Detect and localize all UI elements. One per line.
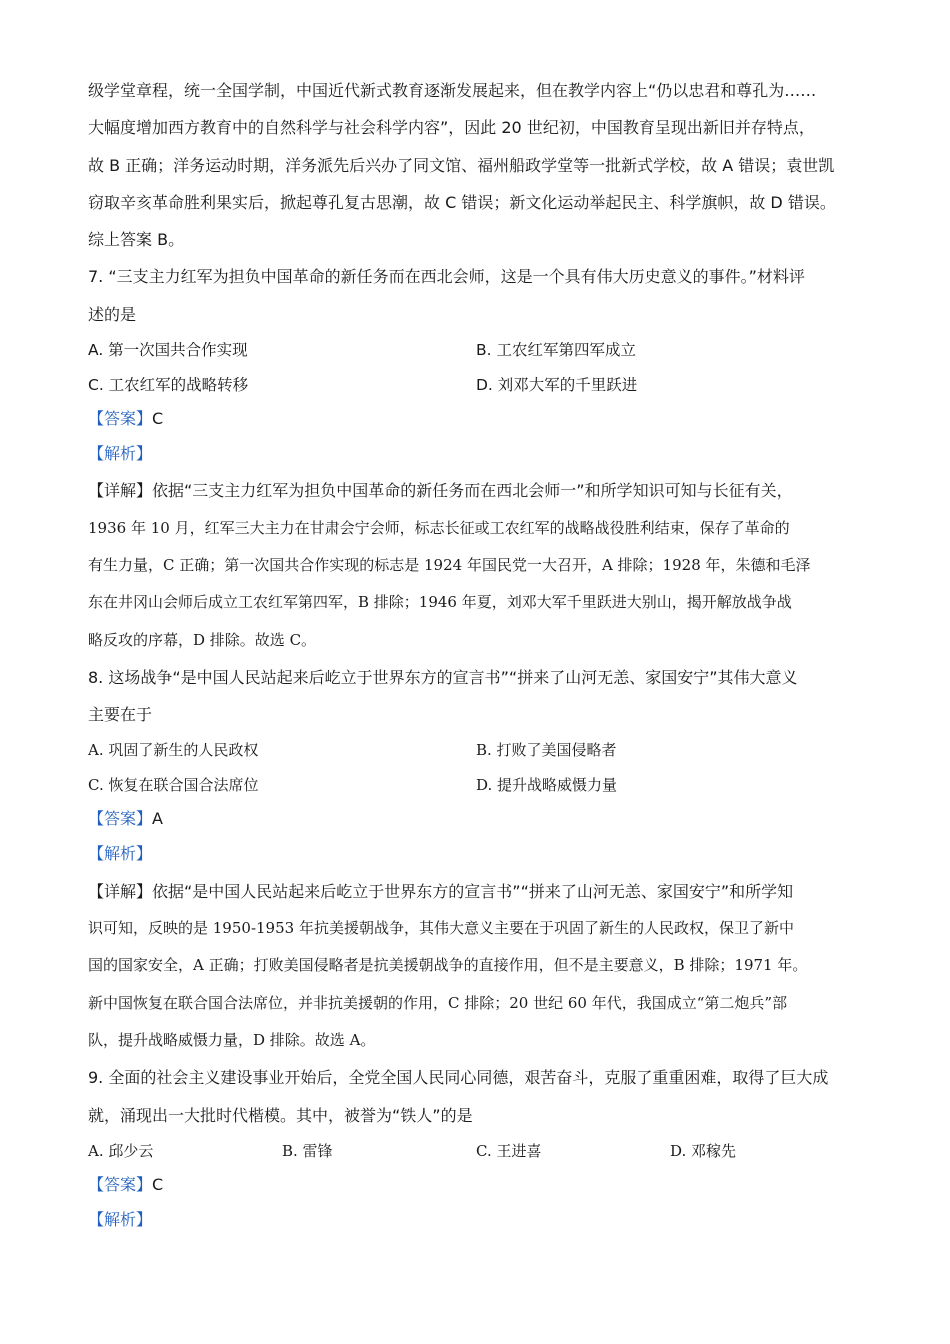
q9-analysis (88, 1201, 870, 1238)
q8-answer (88, 803, 870, 835)
q9-option-a: A. 邱少云 (88, 1141, 154, 1160)
q7-detail-line-2: 1936 年 10 月，红军三大主力在甘肃会宁会师，标志长征或工农红军的战略战役胜利结束，保存了革命的 (88, 518, 790, 537)
q8-detail-line-4: 新中国恢复在联合国合法席位，并非抗美援朝的作用，C 排除；20 世纪 60 年代，我国成立“第二炮兵”部 (88, 993, 788, 1012)
q6-tail-line-5: 综上答案 B。 (88, 230, 185, 250)
q8-detail-line-3: 国的国家安全，A 正确；打败美国侵略者是抗美援朝战争的直接作用，但不是主要意义，B 排除；1971 年。 (88, 956, 808, 975)
content (88, 72, 870, 1238)
q7-options-row-1 (88, 333, 870, 368)
q9-options-row (88, 1134, 870, 1169)
q6-tail-line-3: 故 B 正确；洋务运动时期，洋务派先后兴办了同文馆、福州船政学堂等一批新式学校，故 A 错误；袁世凯 (88, 155, 835, 175)
q6-tail-line-1: 级学堂章程，统一全国学制，中国近代新式教育逐渐发展起来，但在教学内容上“仍以忠君和尊孔为…… (88, 81, 817, 100)
q8-detail-line-1 (88, 873, 870, 910)
q8-detail-first: 依据“是中国人民站起来后屹立于世界东方的宣言书”“拼来了山河无恙、家国安宁”和所学知 (152, 881, 794, 901)
q8-options-row-2 (88, 768, 870, 803)
q6-tail-line-4: 窃取辛亥革命胜利果实后，掀起尊孔复古思潮，故 C 错误；新文化运动举起民主、科学旗帜，故 D 错误。 (88, 192, 836, 212)
answer-tag: 【答案】 (88, 409, 153, 429)
detail-tag: 【详解】 (88, 481, 153, 501)
q7-answer-value: C (152, 409, 164, 429)
q9-answer-value: C (152, 1174, 164, 1194)
q9-option-c: C. 王进喜 (476, 1141, 542, 1160)
analysis-tag: 【解析】 (88, 444, 153, 464)
q8-detail-line-2: 识可知，反映的是 1950-1953 年抗美援朝战争，其伟大意义主要在于巩固了新生的人民政权，保卫了新中 (88, 919, 794, 938)
q7-analysis (88, 435, 870, 472)
q9-answer (88, 1169, 870, 1201)
analysis-tag: 【解析】 (88, 1209, 153, 1229)
q8-detail-line-5: 队，提升战略威慑力量，D 排除。故选 A。 (88, 1030, 376, 1049)
q7-detail-first: 依据“三支主力红军为担负中国革命的新任务而在西北会师一”和所学知识可知与长征有关， (152, 481, 793, 501)
q8-option-c: C. 恢复在联合国合法席位 (88, 776, 259, 795)
q8-stem-line-1: 8. 这场战争“是中国人民站起来后屹立于世界东方的宣言书”“拼来了山河无恙、家国安宁”其伟大意义 (88, 667, 798, 687)
q9-option-b: B. 雷锋 (282, 1141, 333, 1160)
q6-tail-line-2: 大幅度增加西方教育中的自然科学与社会科学内容”，因此 20 世纪初，中国教育呈现出新旧并存特点， (88, 118, 815, 138)
answer-tag: 【答案】 (88, 1174, 153, 1194)
q8-option-a: A. 巩固了新生的人民政权 (88, 741, 259, 760)
q7-option-d: D. 刘邓大军的千里跃进 (476, 376, 638, 395)
q7-option-a: A. 第一次国共合作实现 (88, 341, 248, 360)
q8-analysis (88, 835, 870, 872)
q7-detail-line-3: 有生力量，C 正确；第一次国共合作实现的标志是 1924 年国民党一大召开，A 排除；1928 年，朱德和毛泽 (88, 555, 811, 574)
q8-options-row-1 (88, 733, 870, 768)
q7-detail-line-4: 东在井冈山会师后成立工农红军第四军，B 排除；1946 年夏，刘邓大军千里跃进大别山，揭开解放战争战 (88, 593, 792, 612)
q8-option-d: D. 提升战略威慑力量 (476, 776, 618, 795)
q8-option-b: B. 打败了美国侵略者 (476, 741, 617, 760)
q7-detail-line-1 (88, 472, 870, 509)
detail-tag: 【详解】 (88, 881, 153, 901)
q7-option-b: B. 工农红军第四军成立 (476, 341, 636, 360)
q7-options-row-2 (88, 368, 870, 403)
q9-stem-line-1: 9. 全面的社会主义建设事业开始后，全党全国人民同心同德，艰苦奋斗，克服了重重困难，取得了巨大成 (88, 1068, 829, 1088)
q9-option-d: D. 邓稼先 (670, 1141, 737, 1160)
q7-answer (88, 403, 870, 435)
q8-answer-value: A (152, 809, 163, 829)
q9-stem-line-2: 就，涌现出一大批时代楷模。其中，被誉为“铁人”的是 (88, 1105, 473, 1125)
q7-option-c: C. 工农红军的战略转移 (88, 376, 249, 395)
q7-detail-line-5: 略反攻的序幕，D 排除。故选 C。 (88, 630, 317, 649)
analysis-tag: 【解析】 (88, 844, 153, 864)
q8-stem-line-2: 主要在于 (88, 705, 153, 725)
q7-stem-line-1: 7. “三支主力红军为担负中国革命的新任务而在西北会师，这是一个具有伟大历史意义的事件。”材料评 (88, 267, 805, 287)
q7-stem-line-2: 述的是 (88, 304, 137, 324)
answer-tag: 【答案】 (88, 809, 153, 829)
